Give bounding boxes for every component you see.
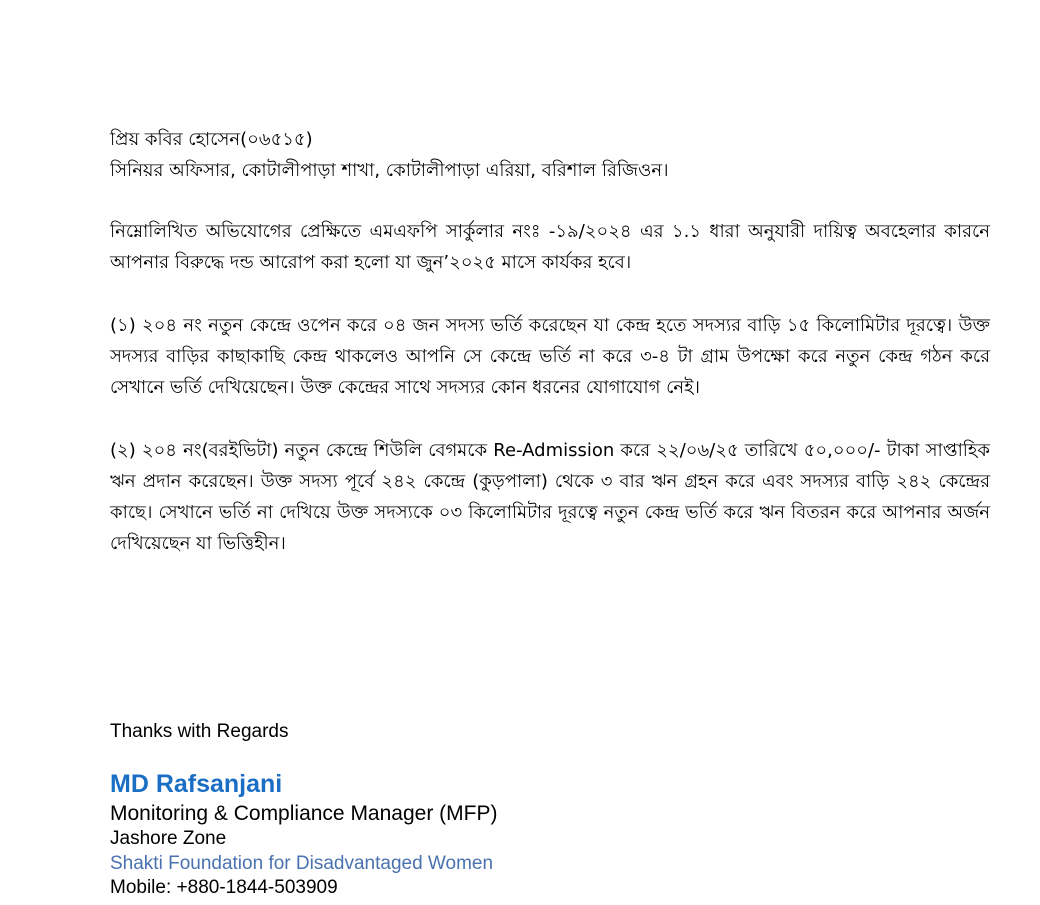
- allegation-point-2: (২) ২০৪ নং(বরইভিটা) নতুন কেন্দ্রে শিউলি বেগমকে Re-Admission করে ২২/০৬/২৫ তারিখে ৫০,০০০/- টাকা সাপ্তাহিক ঋন প্রদান করেছেন। উক্ত সদস্য পূর্বে ২৪২ কেন্দ্রে (কুড়পালা) থেকে ৩ বার ঋন গ্রহন করে এবং সদস্যর বাড়ি ২৪২ কেন্দ্রের কাছে। সেখানে ভর্তি না দেখিয়ে উক্ত সদস্যকে ০৩ কিলোমিটার দূরত্বে নতুন কেন্দ্র ভর্তি করে ঋন বিতরন করে আপনার অর্জন দেখিয়েছেন যা ভিত্তিহীন।: [110, 440, 990, 554]
- recipient-designation: সিনিয়র অফিসার, কোটালীপাড়া শাখা, কোটালীপাড়া এরিয়া, বরিশাল রিজিওন।: [110, 160, 669, 181]
- email-signature: [110, 718, 970, 900]
- sender-zone: Jashore Zone: [110, 828, 227, 849]
- intro-paragraph: নিম্নোলিখিত অভিযোগের প্রেক্ষিতে এমএফপি সার্কুলার নংঃ -১৯/২০২৪ এর ১.১ ধারা অনুযারী দায়িত্ব অবহেলার কারনে আপনার বিরুদ্ধে দন্ড আরোপ করা হলো যা জুন’২০২৫ মাসে কার্যকর হবে।: [110, 221, 990, 273]
- sender-name: MD Rafsanjani: [110, 770, 283, 798]
- sender-title: Monitoring & Compliance Manager (MFP): [110, 802, 498, 825]
- sender-mobile: Mobile: +880-1844-503909: [110, 877, 338, 898]
- closing-line: Thanks with Regards: [110, 721, 289, 742]
- salutation: প্রিয় কবির হোসেন(০৬৫১৫): [110, 129, 313, 150]
- sender-organization: Shakti Foundation for Disadvantaged Women: [110, 853, 494, 874]
- allegation-point-1: (১) ২০৪ নং নতুন কেন্দ্রে ওপেন করে ০৪ জন সদস্য ভর্তি করেছেন যা কেন্দ্র হতে সদস্যর বাড়ি ১৫ কিলোমিটার দূরত্বে। উক্ত সদস্যর বাড়ির কাছাকাছি কেন্দ্র থাকলেও আপনি সে কেন্দ্রে ভর্তি না করে ৩-৪ টা গ্রাম উপক্ষো করে নতুন কেন্দ্র গঠন করে সেখানে ভর্তি দেখিয়েছেন। উক্ত কেন্দ্রের সাথে সদস্যর কোন ধরনের যোগাযোগ নেই।: [110, 315, 990, 398]
- letter-body: [110, 124, 990, 559]
